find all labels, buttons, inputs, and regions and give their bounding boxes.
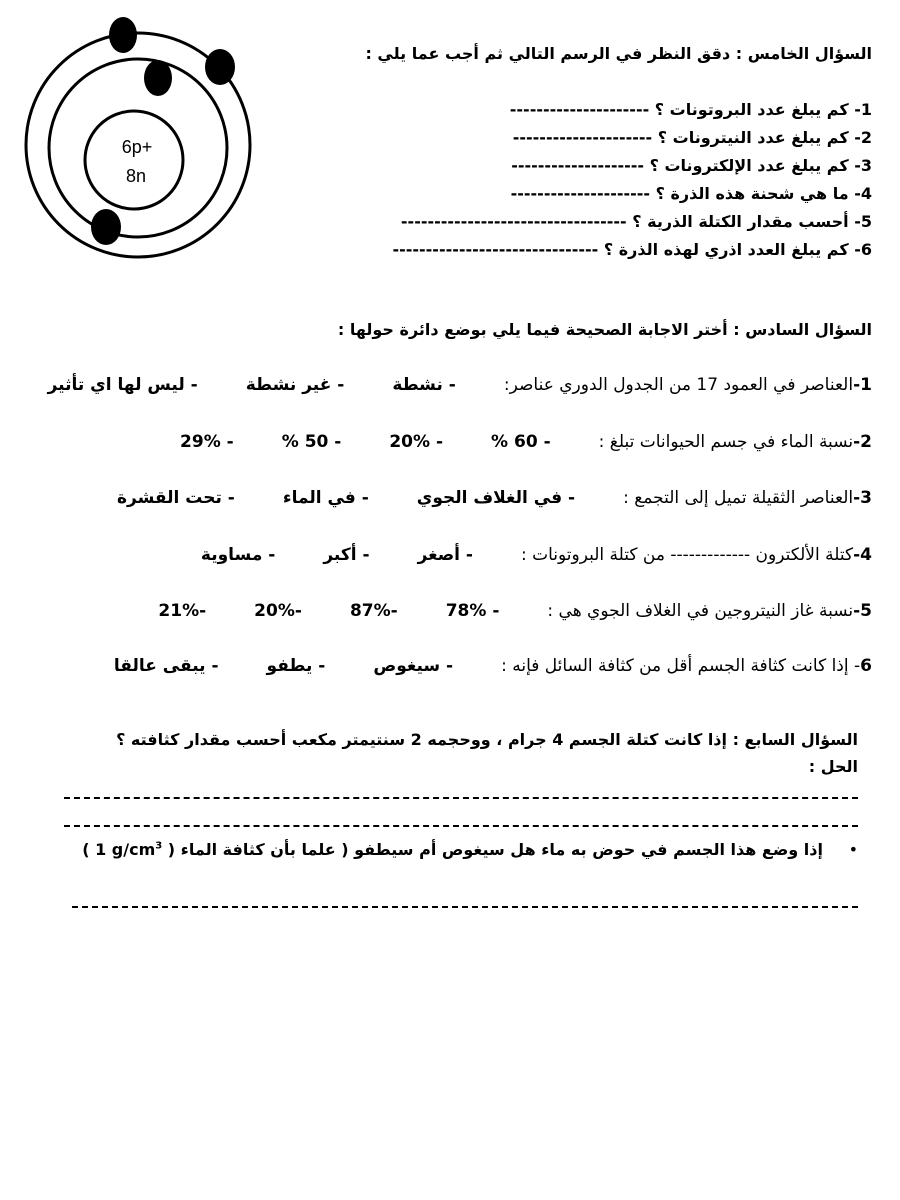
q6-question-stem: نسبة الماء في جسم الحيوانات تبلغ : — [598, 432, 854, 452]
q6-question-stem: نسبة غاز النيتروجين في الغلاف الجوي هي : — [547, 601, 854, 621]
q5-item-num: 3- — [854, 156, 872, 175]
q6-question-stem: كتلة الألكترون ------------- من كتلة البروتونات : — [520, 545, 854, 565]
q5-item-num: 1- — [854, 100, 872, 119]
water-density: ( 1 $g/cm^3$ ) — [82, 840, 176, 859]
water-density-exponent: 3 — [155, 840, 163, 852]
q6-question-2 — [180, 432, 872, 452]
q5-item-2 — [513, 128, 872, 147]
q6-question-num: 2- — [853, 432, 872, 452]
q6-option[interactable]: - 50 % — [281, 432, 342, 452]
q6-option[interactable]: - 20% — [389, 432, 444, 452]
q7-bullet-question — [82, 840, 858, 859]
atom-diagram — [0, 0, 290, 290]
q7-title: السؤال السابع : إذا كانت كتلة الجسم 4 جرام ، ووحجمه 2 سنتيمتر مكعب أحسب مقدار كثافته ؟ — [116, 730, 858, 749]
bullet-icon: • — [848, 840, 858, 859]
q5-item-num: 5- — [854, 212, 872, 231]
q6-option[interactable]: - 29% — [180, 432, 234, 452]
q6-option[interactable]: -87% — [349, 601, 398, 621]
nucleus-protons: 6p+ — [121, 137, 153, 157]
q6-question-stem: العناصر الثقيلة تميل إلى التجمع : — [623, 488, 854, 508]
q5-item-num: 6- — [854, 240, 872, 259]
q6-question-stem: - إذا كانت كثافة الجسم أقل من كثافة السائل فإنه : — [501, 656, 861, 676]
q6-option[interactable]: - ليس لها اي تأثير — [47, 375, 198, 395]
q5-item-text: أحسب مقدار الكتلة الذرية ؟ ---------------------------------- — [400, 212, 849, 231]
water-density-value: 1 g/cm — [95, 840, 156, 859]
electron-3 — [144, 60, 172, 96]
q5-item-text: ما هي شحنة هذه الذرة ؟ --------------------- — [510, 184, 849, 203]
q6-question-1 — [48, 375, 872, 395]
q6-option[interactable]: - يطفو — [266, 656, 326, 676]
electron-1 — [109, 17, 137, 53]
q6-question-num: 5- — [853, 601, 872, 621]
electron-2 — [205, 49, 235, 85]
answer-line-1[interactable] — [64, 797, 858, 799]
q6-title: السؤال السادس : أختر الاجابة الصحيحة فيما يلي بوضع دائرة حولها : — [337, 320, 872, 339]
nucleus-neutrons: 8n — [125, 166, 147, 186]
q6-option[interactable]: - 78% — [445, 601, 500, 621]
q6-option[interactable]: - مساوية — [200, 545, 276, 565]
answer-line-2[interactable] — [64, 825, 858, 827]
q6-option[interactable]: - أصغر — [417, 545, 473, 565]
q6-option[interactable]: - في الغلاف الجوي — [416, 488, 576, 508]
q6-question-num: 4- — [853, 545, 872, 565]
q7-bullet-text: إذا وضع هذا الجسم في حوض به ماء هل سيغوص أم سيطفو ( علما بأن كثافة الماء — [175, 840, 823, 859]
answer-line-3[interactable] — [72, 906, 858, 908]
q6-option[interactable]: -20% — [254, 601, 302, 621]
q6-question-6 — [114, 656, 872, 676]
q6-option[interactable]: - 60 % — [491, 432, 551, 452]
q5-item-num: 2- — [854, 128, 872, 147]
q7-solution-label: الحل : — [808, 757, 858, 776]
q6-option[interactable]: - سيغوص — [373, 656, 454, 676]
nucleus — [85, 111, 183, 209]
electron-4 — [91, 209, 121, 245]
q6-question-4 — [201, 545, 872, 565]
q5-item-text: كم يبلغ عدد النيترونات ؟ --------------------- — [512, 128, 849, 147]
q5-item-6 — [392, 240, 872, 259]
closing-paren: ) — [167, 840, 176, 859]
q5-item-1 — [510, 100, 872, 119]
q6-question-5 — [158, 601, 872, 621]
q5-item-text: كم يبلغ العدد اذري لهذه الذرة ؟ ------------------------------- — [392, 240, 849, 259]
q6-option[interactable]: - أكبر — [323, 545, 370, 565]
q6-option[interactable]: - يبقى عالقا — [113, 656, 219, 676]
q6-question-num: 6 — [860, 656, 872, 676]
q6-option[interactable]: - نشطة — [392, 375, 456, 395]
q6-question-stem: العناصر في العمود 17 من الجدول الدوري عناصر: — [503, 375, 854, 395]
q5-item-text: كم يبلغ عدد الإلكترونات ؟ -------------------- — [511, 156, 849, 175]
q5-title: السؤال الخامس : دقق النظر في الرسم التالي ثم أجب عما يلي : — [365, 44, 872, 63]
q6-option[interactable]: - تحت القشرة — [116, 488, 235, 508]
q5-item-3 — [511, 156, 872, 175]
q6-question-num: 3- — [853, 488, 872, 508]
q5-item-num: 4- — [854, 184, 872, 203]
q6-option[interactable]: - في الماء — [282, 488, 369, 508]
q6-question-3 — [117, 488, 872, 508]
q6-question-num: 1- — [853, 375, 872, 395]
q6-option[interactable]: - غير نشطة — [245, 375, 345, 395]
q5-item-5 — [401, 212, 872, 231]
q6-option[interactable]: -21% — [158, 601, 207, 621]
q5-item-4 — [511, 184, 872, 203]
q5-item-text: كم يبلغ عدد البروتونات ؟ --------------------- — [509, 100, 849, 119]
